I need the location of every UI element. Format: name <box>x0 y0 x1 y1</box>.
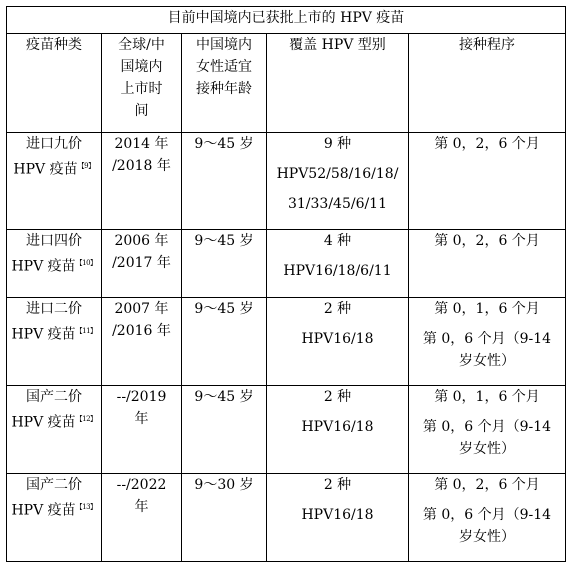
vaccine-type-cell <box>7 298 102 386</box>
coverage-types: 31/33/45/6/11 <box>287 196 388 212</box>
table-row <box>7 474 566 562</box>
schedule-alternate: 第 0，6 个月（9-14 <box>422 507 552 523</box>
coverage-count: 4 种 <box>323 233 352 249</box>
schedule-alternate-note: 岁女性） <box>459 353 515 369</box>
coverage-types: HPV16/18 <box>301 331 374 347</box>
table-title-row <box>7 7 566 34</box>
vaccine-type: 进口二价 <box>26 301 82 317</box>
schedule-primary: 第 0，1，6 个月 <box>434 389 540 405</box>
coverage-count: 9 种 <box>323 136 352 152</box>
launch-date-global: --/2022 <box>116 477 167 493</box>
reference-mark: 【10】 <box>75 259 97 267</box>
vaccine-type-line2 <box>9 408 99 434</box>
header-date-line: 间 <box>134 103 149 119</box>
table-title: 目前中国境内已获批上市的 HPV 疫苗 <box>7 7 566 34</box>
vaccine-type-suffix: HPV 疫苗 <box>11 326 76 343</box>
hpv-vaccine-table <box>6 6 566 562</box>
table-row <box>7 133 566 230</box>
vaccine-type-cell <box>7 386 102 474</box>
header-age-line: 接种年龄 <box>196 81 252 97</box>
schedule-primary: 第 0，1，6 个月 <box>434 301 540 317</box>
vaccine-type-suffix: HPV 疫苗 <box>11 414 76 431</box>
header-age <box>182 34 267 133</box>
header-age-line: 女性适宜 <box>196 59 252 75</box>
schedule-cell <box>409 133 566 230</box>
coverage-types: HPV16/18 <box>301 419 374 435</box>
launch-date-china: /2016 年 <box>112 323 171 339</box>
age-range-cell: 9～45 岁 <box>182 133 267 230</box>
table-row <box>7 298 566 386</box>
launch-date-cell <box>102 298 182 386</box>
schedule-cell <box>409 474 566 562</box>
launch-date-cell <box>102 230 182 298</box>
coverage-cell <box>267 474 409 562</box>
launch-date-cell <box>102 474 182 562</box>
table-row <box>7 230 566 298</box>
schedule-primary: 第 0，2，6 个月 <box>434 136 540 152</box>
vaccine-type-suffix: HPV 疫苗 <box>11 502 76 519</box>
schedule-primary: 第 0，2，6 个月 <box>434 477 540 493</box>
coverage-count: 2 种 <box>323 477 352 493</box>
launch-date-global: --/2019 <box>116 389 167 405</box>
coverage-count: 2 种 <box>323 301 352 317</box>
launch-date-cell <box>102 386 182 474</box>
reference-mark: 【9】 <box>77 162 95 170</box>
header-type: 疫苗种类 <box>7 34 102 133</box>
launch-date-china: 年 <box>134 499 149 515</box>
schedule-primary: 第 0，2，6 个月 <box>434 233 540 249</box>
age-range-cell: 9～45 岁 <box>182 230 267 298</box>
schedule-cell <box>409 230 566 298</box>
vaccine-type: 进口九价 <box>26 136 82 152</box>
table-row <box>7 386 566 474</box>
coverage-types: HPV16/18/6/11 <box>283 263 392 279</box>
age-range-cell: 9～30 岁 <box>182 474 267 562</box>
coverage-cell <box>267 298 409 386</box>
vaccine-type-line2 <box>9 496 99 522</box>
schedule-cell <box>409 386 566 474</box>
coverage-types: HPV16/18 <box>301 507 374 523</box>
reference-mark: 【12】 <box>75 415 97 423</box>
age-range-cell: 9～45 岁 <box>182 298 267 386</box>
header-date-line: 国境内 <box>120 59 163 75</box>
launch-date-global: 2006 年 <box>114 233 169 249</box>
coverage-count: 2 种 <box>323 389 352 405</box>
age-range-cell: 9～45 岁 <box>182 386 267 474</box>
launch-date-global: 2014 年 <box>114 136 169 152</box>
vaccine-type-line2 <box>9 320 99 346</box>
launch-date-china: /2017 年 <box>112 255 171 271</box>
header-date-line: 上市时 <box>120 81 163 97</box>
header-date-line: 全球/中 <box>118 37 165 53</box>
coverage-cell <box>267 230 409 298</box>
schedule-alternate-note: 岁女性） <box>459 529 515 545</box>
vaccine-type: 国产二价 <box>26 477 82 493</box>
coverage-cell <box>267 386 409 474</box>
vaccine-type-line2 <box>9 252 99 278</box>
launch-date-global: 2007 年 <box>114 301 169 317</box>
coverage-types: HPV52/58/16/18/ <box>276 166 399 182</box>
header-date <box>102 34 182 133</box>
launch-date-china: 年 <box>134 411 149 427</box>
launch-date-cell <box>102 133 182 230</box>
vaccine-type-cell <box>7 474 102 562</box>
reference-mark: 【13】 <box>75 503 97 511</box>
schedule-alternate: 第 0，6 个月（9-14 <box>422 331 552 347</box>
vaccine-type-line2 <box>9 155 99 181</box>
header-age-line: 中国境内 <box>196 37 252 53</box>
vaccine-type: 进口四价 <box>26 233 82 249</box>
header-schedule: 接种程序 <box>409 34 566 133</box>
vaccine-type-cell <box>7 230 102 298</box>
coverage-cell <box>267 133 409 230</box>
launch-date-china: /2018 年 <box>112 158 171 174</box>
schedule-alternate-note: 岁女性） <box>459 441 515 457</box>
vaccine-type-suffix: HPV 疫苗 <box>11 258 76 275</box>
schedule-cell <box>409 298 566 386</box>
header-row <box>7 34 566 133</box>
vaccine-type-cell <box>7 133 102 230</box>
header-coverage: 覆盖 HPV 型别 <box>267 34 409 133</box>
reference-mark: 【11】 <box>75 327 97 335</box>
vaccine-type-suffix: HPV 疫苗 <box>13 161 78 178</box>
schedule-alternate: 第 0，6 个月（9-14 <box>422 419 552 435</box>
vaccine-type: 国产二价 <box>26 389 82 405</box>
